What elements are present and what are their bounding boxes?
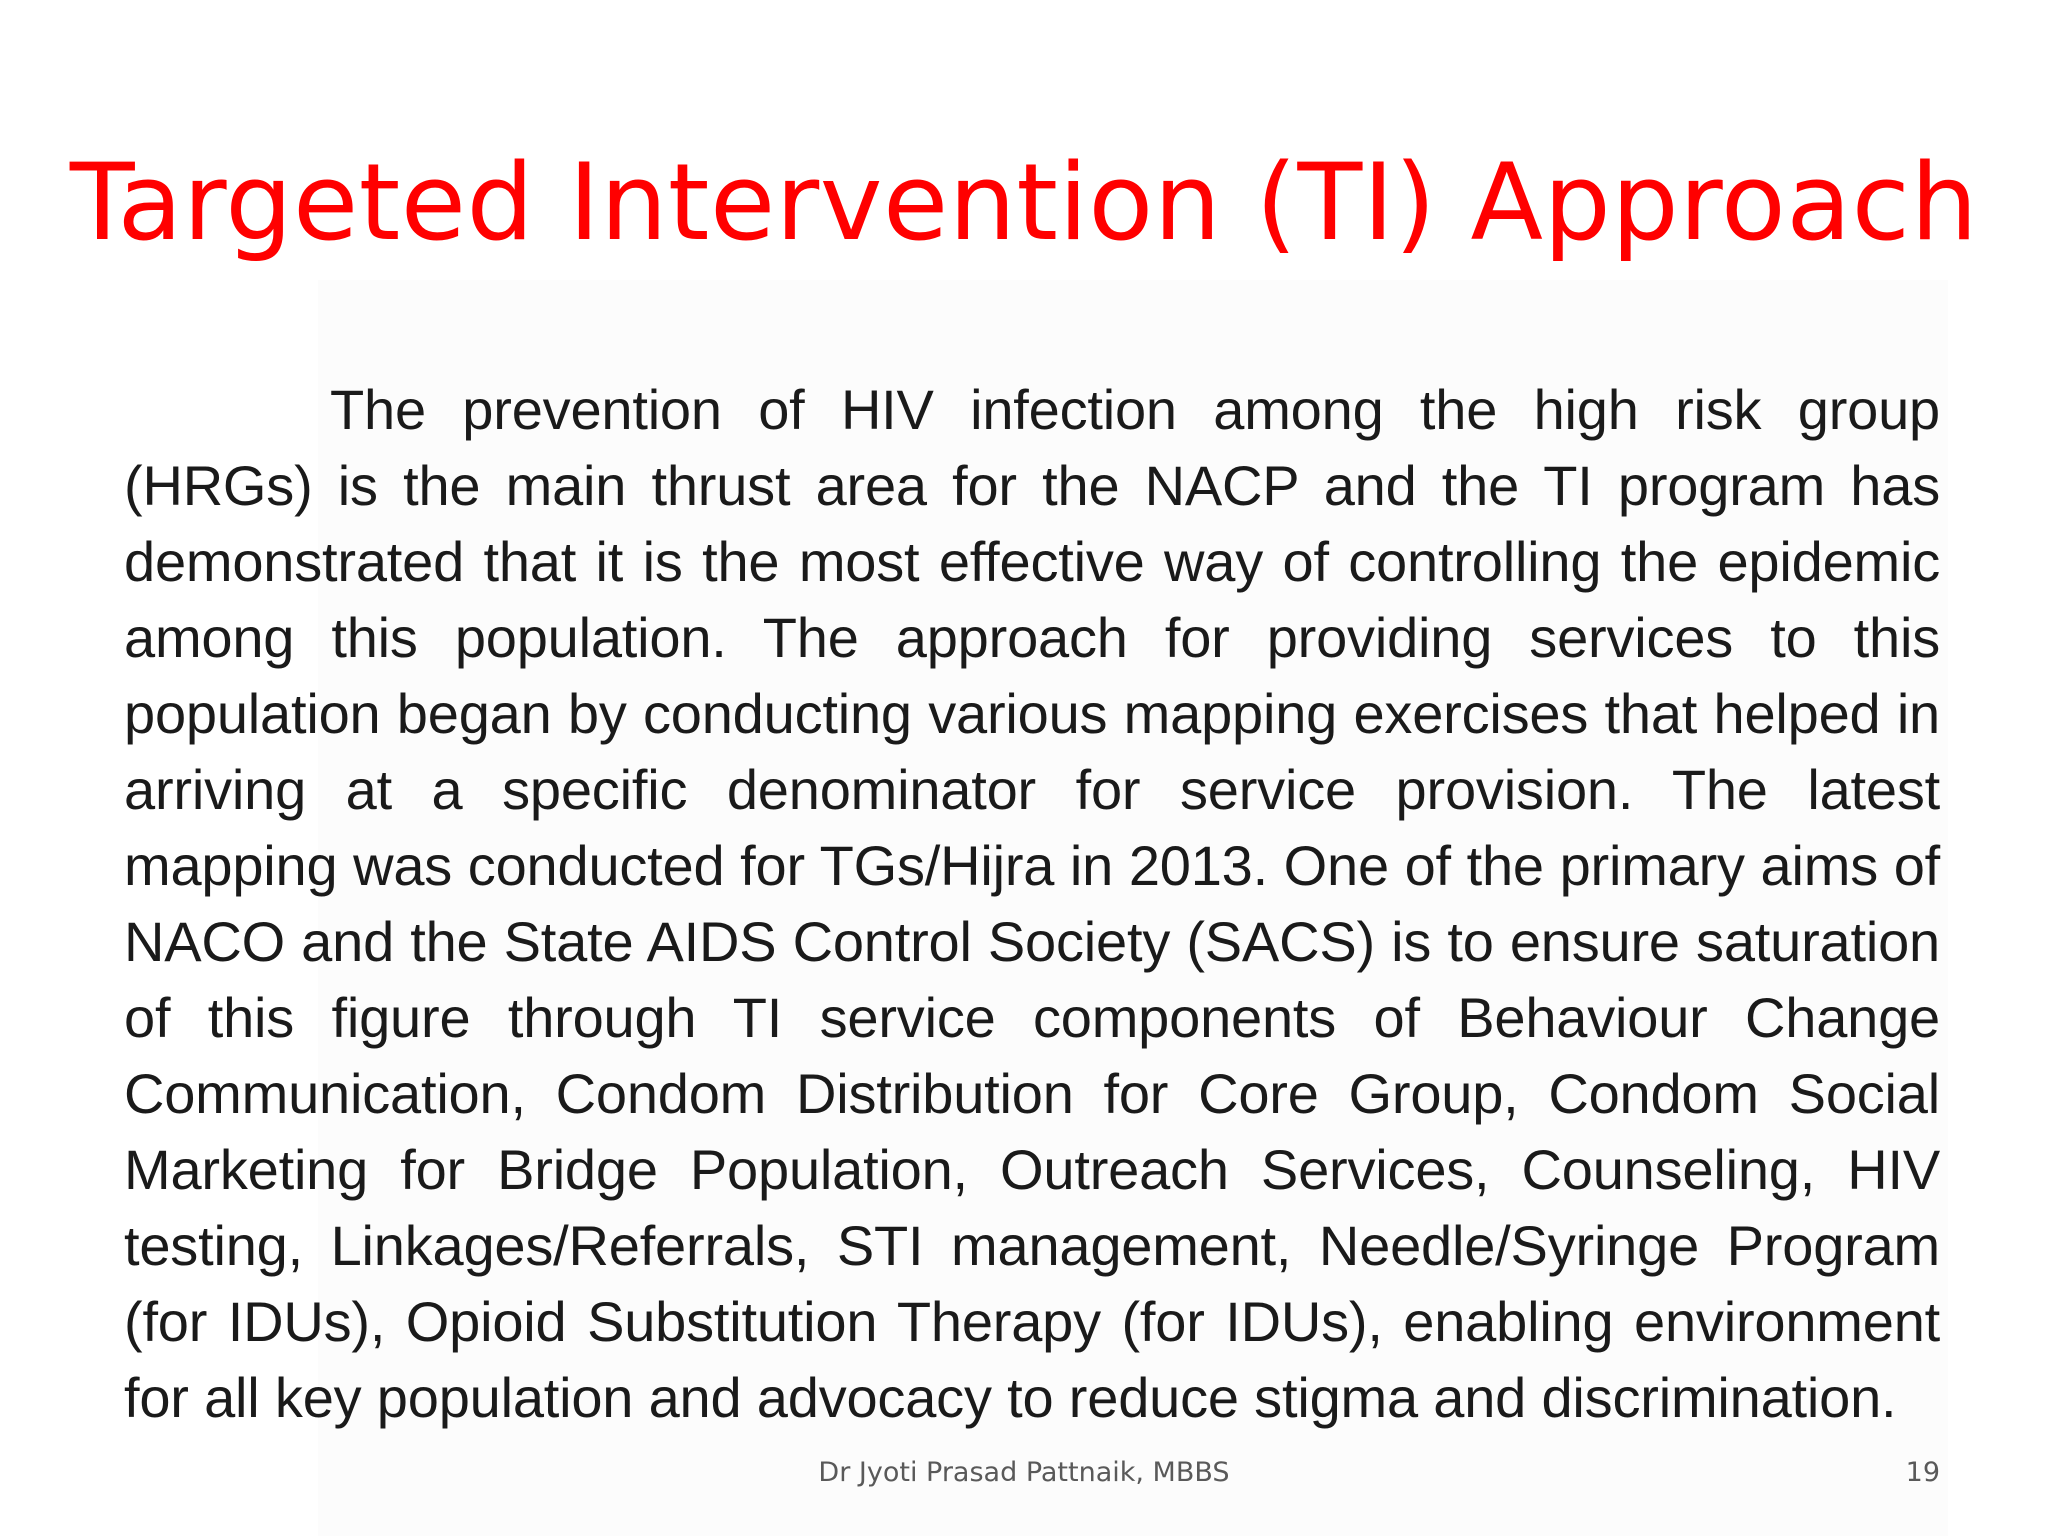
footer-author: Dr Jyoti Prasad Pattnaik, MBBS <box>818 1457 1230 1488</box>
page-number: 19 <box>1905 1457 1940 1488</box>
slide-body-paragraph: The prevention of HIV infection among the high risk group (HRGs) is the main thrust area for the NACP and the TI program has demonstrated that it is the most effective way of controlling the epidemic among this population. The approach for providing services to this population began by conducting various mapping exercises that helped in arriving at a specific denominator for service provision. The latest mapping was conducted for TGs/Hijra in 2013. One of the primary aims of NACO and the State AIDS Control Society (SACS) is to ensure saturation of this figure through TI service components of Behaviour Change Communication, Condom Distribution for Core Group, Condom Social Marketing for Bridge Population, Outreach Services, Counseling, HIV testing, Linkages/Referrals, STI management, Needle/Syringe Program (for IDUs), Opioid Substitution Therapy (for IDUs), enabling environment for all key population and advocacy to reduce stigma and discrimination. <box>124 378 1940 1429</box>
slide-title: Targeted Intervention (TI) Approach <box>69 141 1979 264</box>
